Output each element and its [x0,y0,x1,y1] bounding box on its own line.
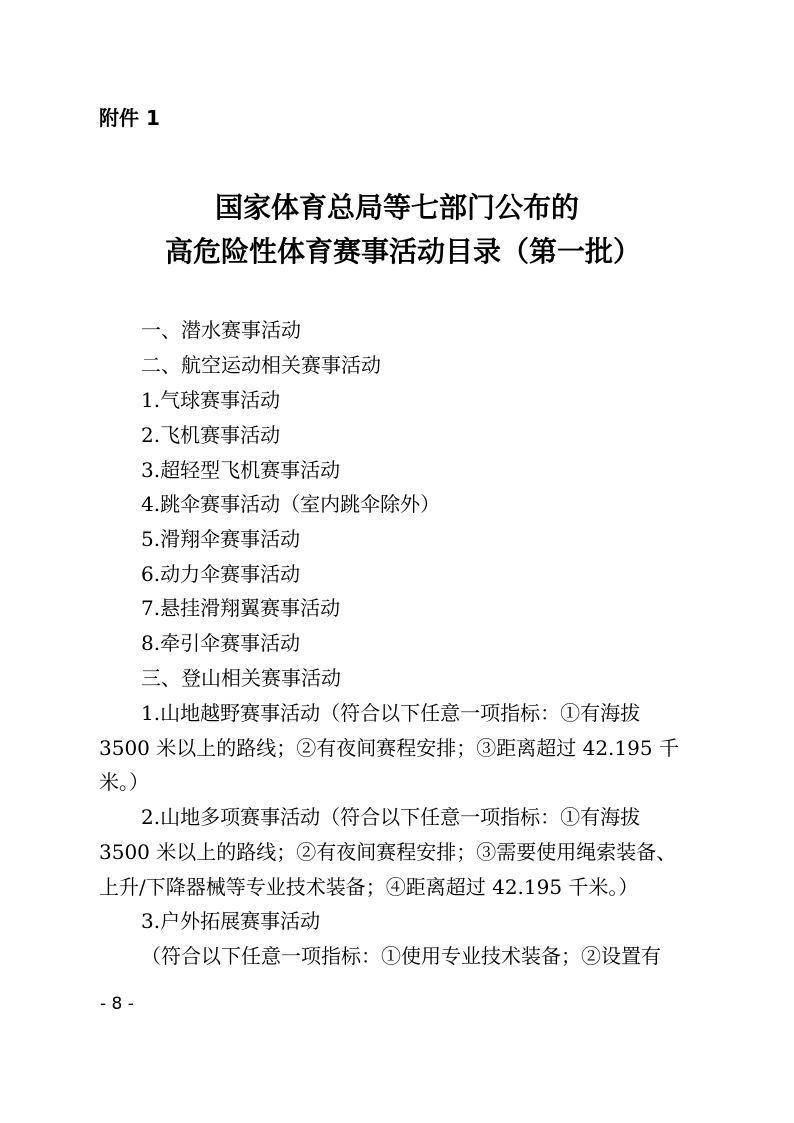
list-item-outdoor-expansion: 3.户外拓展赛事活动 [141,909,321,933]
paragraph-mountain-trail-line-3: 米。） [99,770,149,794]
list-item-paragliding: 5.滑翔伞赛事活动 [141,527,301,551]
document-title-line-1: 国家体育总局等七部门公布的 [214,191,579,224]
paragraph-mountain-multisport-line-3: 上升/下降器械等专业技术装备；④距离超过 42.195 千米。） [99,875,639,899]
page-number: - 8 - [100,994,134,1014]
section-heading-mountaineering: 三、登山相关赛事活动 [141,666,341,690]
section-heading-air-sports: 二、航空运动相关赛事活动 [141,353,381,377]
paragraph-mountain-multisport-line-1: 2.山地多项赛事活动（符合以下任意一项指标：①有海拔 [141,805,641,829]
list-item-skydiving: 4.跳伞赛事活动（室内跳伞除外） [141,492,441,516]
list-item-aircraft: 2.飞机赛事活动 [141,423,281,447]
section-heading-diving: 一、潜水赛事活动 [141,318,301,342]
list-item-balloon: 1.气球赛事活动 [141,388,281,412]
document-title-line-2: 高危险性体育赛事活动目录（第一批） [164,235,641,268]
list-item-ultralight: 3.超轻型飞机赛事活动 [141,458,341,482]
paragraph-mountain-trail-line-1: 1.山地越野赛事活动（符合以下任意一项指标：①有海拔 [141,701,641,725]
list-item-parasailing: 8.牵引伞赛事活动 [141,631,301,655]
list-item-hang-gliding: 7.悬挂滑翔翼赛事活动 [141,596,341,620]
list-item-paramotor: 6.动力伞赛事活动 [141,562,301,586]
paragraph-mountain-multisport-line-2: 3500 米以上的路线；②有夜间赛程安排；③需要使用绳索装备、 [99,840,677,864]
paragraph-outdoor-expansion-criteria: （符合以下任意一项指标：①使用专业技术装备；②设置有 [141,944,661,968]
paragraph-mountain-trail-line-2: 3500 米以上的路线；②有夜间赛程安排；③距离超过 42.195 千 [99,736,679,760]
attachment-label: 附件 1 [99,106,160,130]
